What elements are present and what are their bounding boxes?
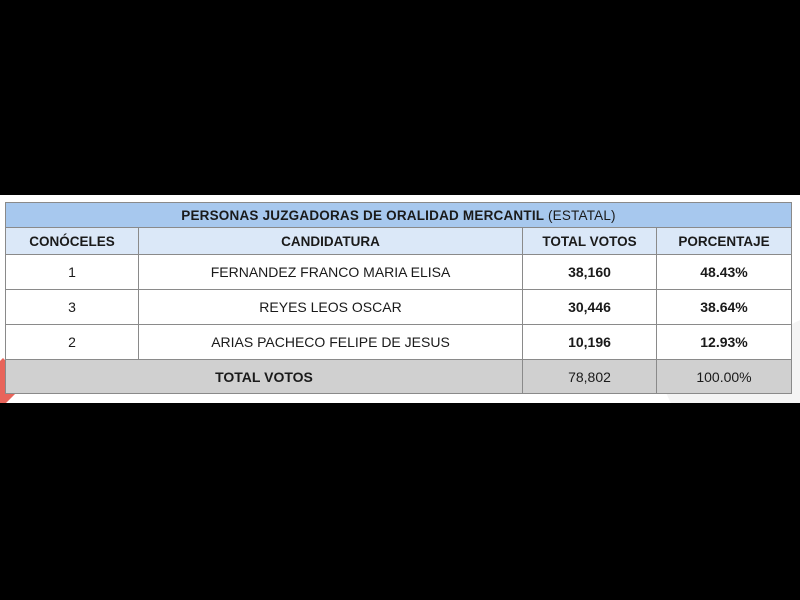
total-label: TOTAL VOTOS [6,360,523,394]
row-percent: 48.43% [657,255,792,290]
total-votes: 78,802 [523,360,657,394]
results-panel [0,195,800,403]
table-row [6,325,792,360]
table-header-row [6,228,792,255]
table-title-row [6,203,792,228]
header-candidatura: CANDIDATURA [139,228,523,255]
header-conoceles: CONÓCELES [6,228,139,255]
row-percent: 38.64% [657,290,792,325]
total-row [6,360,792,394]
row-number: 1 [6,255,139,290]
row-number: 3 [6,290,139,325]
header-porcentaje: PORCENTAJE [657,228,792,255]
table-row [6,255,792,290]
row-percent: 12.93% [657,325,792,360]
table-title [6,203,792,228]
row-votes: 30,446 [523,290,657,325]
row-number: 2 [6,325,139,360]
row-candidate: FERNANDEZ FRANCO MARIA ELISA [139,255,523,290]
row-candidate: ARIAS PACHECO FELIPE DE JESUS [139,325,523,360]
row-candidate: REYES LEOS OSCAR [139,290,523,325]
table-title-main: PERSONAS JUZGADORAS DE ORALIDAD MERCANTIL [181,207,544,223]
header-total-votos: TOTAL VOTOS [523,228,657,255]
total-percent: 100.00% [657,360,792,394]
row-votes: 10,196 [523,325,657,360]
row-votes: 38,160 [523,255,657,290]
results-table [5,202,792,394]
table-row [6,290,792,325]
table-title-suffix: (ESTATAL) [547,207,616,223]
